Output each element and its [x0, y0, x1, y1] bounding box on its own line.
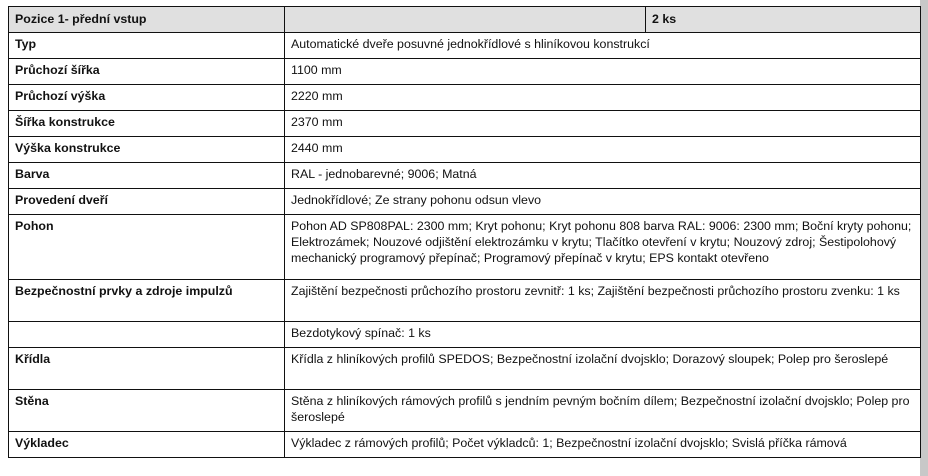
page-edge-bar — [920, 0, 928, 476]
row-label: Výška konstrukce — [9, 137, 285, 163]
row-value: RAL - jednobarevné; 9006; Matná — [285, 163, 921, 189]
table-row — [9, 111, 921, 137]
row-value: 2220 mm — [285, 85, 921, 111]
table-row — [9, 348, 921, 390]
row-label: Typ — [9, 33, 285, 59]
row-label: Barva — [9, 163, 285, 189]
row-value: 2370 mm — [285, 111, 921, 137]
row-label: Pohon — [9, 215, 285, 280]
row-label: Průchozí šířka — [9, 59, 285, 85]
row-value: Zajištění bezpečnosti průchozího prostoru zevnitř: 1 ks; Zajištění bezpečnosti průchozího prostoru zvenku: 1 ks — [285, 280, 921, 322]
row-label: Stěna — [9, 390, 285, 432]
table-row — [9, 137, 921, 163]
row-label: Výkladec — [9, 432, 285, 458]
table-row — [9, 33, 921, 59]
table-row — [9, 85, 921, 111]
specification-table — [8, 6, 921, 458]
table-row — [9, 432, 921, 458]
row-value: Stěna z hliníkových rámových profilů s jendním pevným bočním dílem; Bezpečnostní izolační dvojsklo; Polep pro šeroslepé — [285, 390, 921, 432]
table-row — [9, 280, 921, 322]
row-value: Jednokřídlové; Ze strany pohonu odsun vlevo — [285, 189, 921, 215]
table-row — [9, 163, 921, 189]
row-value: Pohon AD SP808PAL: 2300 mm; Kryt pohonu; Kryt pohonu 808 barva RAL: 9006: 2300 mm; Boční kryty pohonu; Elektrozámek; Nouzové odjištění elektrozámku v krytu; Tlačítko otevření v krytu; Nouzový zdroj; Šestipolohový mechanický programový přepínač; Programový přepínač v krytu; EPS kontakt otevřeno — [285, 215, 921, 280]
position-title: Pozice 1- přední vstup — [9, 7, 285, 33]
row-label: Bezpečnostní prvky a zdroje impulzů — [9, 280, 285, 322]
row-label: Provedení dveří — [9, 189, 285, 215]
table-row — [9, 215, 921, 280]
row-value: Automatické dveře posuvné jednokřídlové s hliníkovou konstrukcí — [285, 33, 921, 59]
row-label — [9, 322, 285, 348]
row-value: 1100 mm — [285, 59, 921, 85]
table-row — [9, 390, 921, 432]
row-value: Výkladec z rámových profilů; Počet výkladců: 1; Bezpečnostní izolační dvojsklo; Svislá příčka rámová — [285, 432, 921, 458]
table-row — [9, 322, 921, 348]
quantity-cell: 2 ks — [646, 7, 921, 33]
table-row — [9, 189, 921, 215]
row-label: Průchozí výška — [9, 85, 285, 111]
row-value: 2440 mm — [285, 137, 921, 163]
row-label: Křídla — [9, 348, 285, 390]
row-label: Šířka konstrukce — [9, 111, 285, 137]
header-spacer — [285, 7, 646, 33]
row-value: Bezdotykový spínač: 1 ks — [285, 322, 921, 348]
row-value: Křídla z hliníkových profilů SPEDOS; Bezpečnostní izolační dvojsklo; Dorazový sloupek; Polep pro šeroslepé — [285, 348, 921, 390]
table-header-row — [9, 7, 921, 33]
table-row — [9, 59, 921, 85]
